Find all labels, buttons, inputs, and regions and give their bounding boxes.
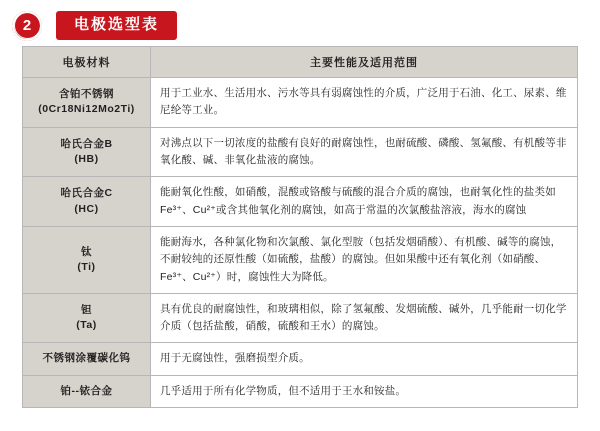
cell-material [23,78,151,128]
cell-material [23,375,151,407]
page-title: 电极选型表 [56,11,177,41]
cell-material [23,226,151,293]
table-row [23,127,578,177]
table-header [23,47,578,78]
column-header-performance: 主要性能及适用范围 [151,47,578,78]
material-name-line: 钽 [81,303,92,316]
material-code-line: (HB) [74,152,99,165]
material-code-line: (Ta) [76,319,97,332]
table-container [0,40,600,408]
table-row [23,375,578,407]
table-row [23,226,578,293]
cell-description: 几乎适用于所有化学物质，但不适用于王水和铵盐。 [151,375,578,407]
column-header-material: 电极材料 [23,47,151,78]
material-code-line: (Ti) [77,260,96,273]
cell-description: 用于工业水、生活用水、污水等具有弱腐蚀性的介质，广泛用于石油、化工、尿素、维尼纶等工业。 [151,78,578,128]
cell-description: 具有优良的耐腐蚀性，和玻璃相似，除了氢氟酸、发烟硫酸、碱外，几乎能耐一切化学介质（包括盐酸，硝酸，硫酸和王水）的腐蚀。 [151,293,578,343]
table-row [23,293,578,343]
cell-description: 用于无腐蚀性，强磨损型介质。 [151,343,578,375]
cell-description: 对沸点以下一切浓度的盐酸有良好的耐腐蚀性，也耐硫酸、磷酸、氢氟酸、有机酸等非氧化酸、碱、非氧化盐液的腐蚀。 [151,127,578,177]
table-body [23,78,578,408]
table-row [23,343,578,375]
cell-material [23,293,151,343]
table-header-row [23,47,578,78]
table-row [23,177,578,227]
cell-material [23,343,151,375]
material-name-line: 铂--铱合金 [60,384,113,397]
table-row [23,78,578,128]
material-name-line: 钛 [81,245,92,258]
cell-material [23,177,151,227]
page-header [0,0,600,40]
material-name-line: 含铂不锈钢 [59,88,114,101]
section-number-badge [12,11,42,41]
section-number-text: 2 [14,12,41,39]
cell-description: 能耐氧化性酸，如硝酸，混酸或铬酸与硫酸的混合介质的腐蚀，也耐氧化性的盐类如Fe³⁺、Cu²⁺或含其他氧化剂的腐蚀，如高于常温的次氯酸盐溶液，海水的腐蚀 [151,177,578,227]
cell-material [23,127,151,177]
material-code-line: (0Cr18Ni12Mo2Ti) [38,103,135,116]
material-code-line: (HC) [74,202,99,215]
material-name-line: 哈氏合金C [60,187,113,200]
electrode-selection-table [22,46,578,408]
material-name-line: 哈氏合金B [60,137,113,150]
material-name-line: 不锈钢涂覆碳化钨 [42,352,131,365]
cell-description: 能耐海水，各种氯化物和次氯酸、氯化型胺（包括发烟硝酸）、有机酸、碱等的腐蚀，不耐较纯的还原性酸（如硫酸，盐酸）的腐蚀。但如果酸中还有氧化剂（如硝酸、Fe³⁺、Cu²⁺）时，腐蚀性大为降低。 [151,226,578,293]
